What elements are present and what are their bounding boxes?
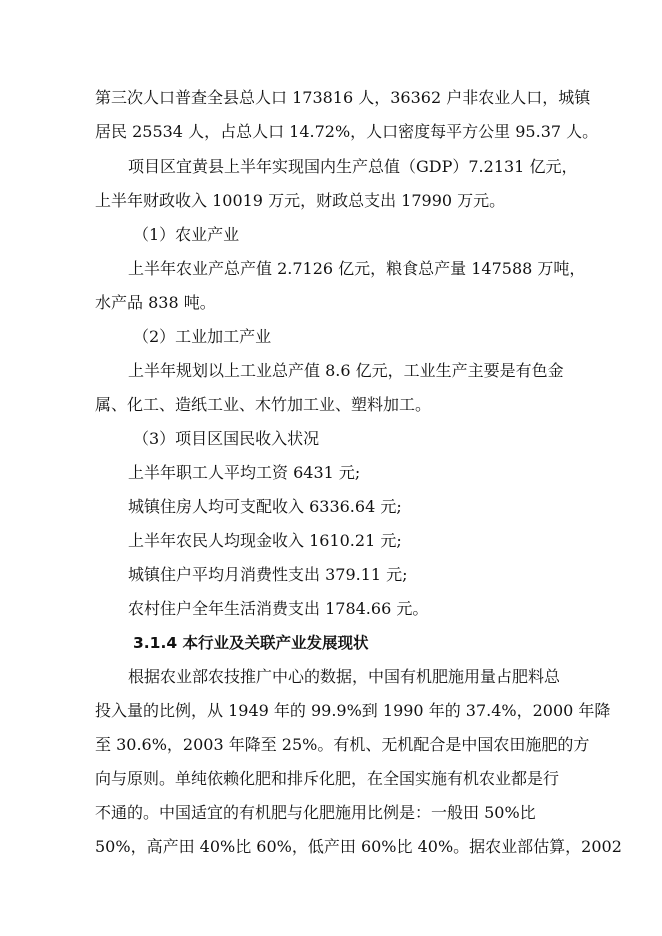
text-line: 50%，高产田 40%比 60%，低产田 60%比 40%。据农业部估算，2002	[95, 837, 622, 856]
income-item: 上半年职工人平均工资 6431 元;	[128, 463, 361, 482]
text-line: 根据农业部农技推广中心的数据，中国有机肥施用量占肥料总	[128, 667, 561, 686]
subheading-income: （3）项目区国民收入状况	[133, 429, 320, 448]
text-line: 上半年财政收入 10019 万元，财政总支出 17990 万元。	[95, 191, 506, 210]
income-item: 农村住户全年生活消费支出 1784.66 元。	[128, 599, 429, 618]
text-line: 居民 25534 人，占总人口 14.72%，人口密度每平方公里 95.37 人。	[95, 122, 599, 141]
text-line: 上半年规划以上工业总产值 8.6 亿元，工业生产主要是有色金	[128, 361, 564, 380]
income-item: 城镇住房人均可支配收入 6336.64 元;	[128, 497, 402, 516]
text-line: 水产品 838 吨。	[95, 293, 216, 312]
text-line: 属、化工、造纸工业、木竹加工业、塑料加工。	[95, 395, 432, 414]
section-heading: 3.1.4 本行业及关联产业发展现状	[133, 634, 369, 652]
text-line: 第三次人口普查全县总人口 173816 人，36362 户非农业人口，城镇	[95, 88, 591, 107]
text-line: 项目区宜黄县上半年实现国内生产总值（GDP）7.2131 亿元，	[128, 157, 578, 176]
income-item: 上半年农民人均现金收入 1610.21 元;	[128, 531, 402, 550]
text-line: 投入量的比例，从 1949 年的 99.9%到 1990 年的 37.4%，2000 年降	[95, 701, 611, 720]
text-line: 至 30.6%，2003 年降至 25%。有机、无机配合是中国农田施肥的方	[95, 735, 590, 754]
subheading-industry: （2）工业加工产业	[133, 327, 272, 346]
text-line: 不通的。中国适宜的有机肥与化肥施用比例是：一般田 50%比	[95, 803, 536, 822]
subheading-agriculture: （1）农业产业	[133, 225, 240, 244]
text-line: 向与原则。单纯依赖化肥和排斥化肥，在全国实施有机农业都是行	[95, 769, 560, 788]
text-line: 上半年农业产总产值 2.7126 亿元，粮食总产量 147588 万吨，	[128, 259, 586, 278]
income-item: 城镇住户平均月消费性支出 379.11 元;	[128, 565, 408, 584]
